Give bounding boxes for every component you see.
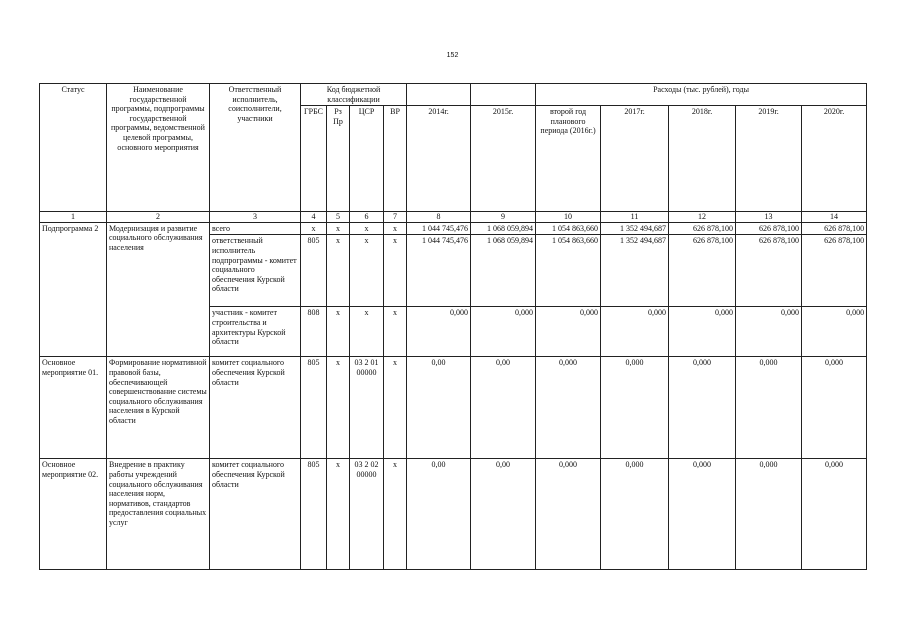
value-2015: 0,00 — [471, 459, 536, 570]
header-2016: второй год планового периода (2016г.) — [536, 106, 601, 212]
header-row-1 — [40, 84, 867, 106]
col-num: 6 — [350, 212, 384, 223]
grbs-cell: х — [301, 222, 327, 235]
header-vr: ВР — [384, 106, 407, 212]
rzpr-cell: х — [327, 235, 350, 307]
grbs-cell: 805 — [301, 235, 327, 307]
header-rzpr: Рз Пр — [327, 106, 350, 212]
col-num: 14 — [802, 212, 867, 223]
subprogram-status: Подпрограмма 2 — [40, 222, 107, 357]
col-num: 5 — [327, 212, 350, 223]
col-num: 9 — [471, 212, 536, 223]
subprogram-name: Модернизация и развитие социального обслуживания населения — [107, 222, 210, 357]
value-2019: 0,000 — [736, 307, 802, 357]
rzpr-cell: х — [327, 459, 350, 570]
value-2020: 626 878,100 — [802, 235, 867, 307]
header-name: Наименование государственной программы, подпрограммы государственной программы, ведомственной целевой программы, основного мероприятия — [107, 84, 210, 212]
rzpr-cell: х — [327, 307, 350, 357]
col-num: 2 — [107, 212, 210, 223]
measure-status: Основное мероприятие 01. — [40, 357, 107, 459]
value-2014: 1 044 745,476 — [407, 222, 471, 235]
vr-cell: х — [384, 459, 407, 570]
value-2014: 0,000 — [407, 307, 471, 357]
budget-table — [39, 83, 867, 570]
col-num: 10 — [536, 212, 601, 223]
value-2016: 0,000 — [536, 459, 601, 570]
header-status: Статус — [40, 84, 107, 212]
value-2019: 626 878,100 — [736, 222, 802, 235]
value-2019: 0,000 — [736, 459, 802, 570]
table-row-measure-02 — [40, 459, 867, 570]
header-grbs: ГРБС — [301, 106, 327, 212]
header-blank-9 — [471, 84, 536, 106]
value-2018: 626 878,100 — [669, 222, 736, 235]
csr-cell: х — [350, 235, 384, 307]
page-number: 152 — [446, 52, 459, 59]
col-num: 13 — [736, 212, 802, 223]
value-2017: 0,000 — [601, 357, 669, 459]
col-num: 4 — [301, 212, 327, 223]
grbs-cell: 808 — [301, 307, 327, 357]
header-2014: 2014г. — [407, 106, 471, 212]
vr-cell: х — [384, 307, 407, 357]
value-2017: 0,000 — [601, 307, 669, 357]
value-2016: 1 054 863,660 — [536, 222, 601, 235]
header-2015: 2015г. — [471, 106, 536, 212]
value-2020: 0,000 — [802, 357, 867, 459]
grbs-cell: 805 — [301, 357, 327, 459]
col-num: 3 — [210, 212, 301, 223]
value-2019: 626 878,100 — [736, 235, 802, 307]
value-2018: 0,000 — [669, 357, 736, 459]
col-num: 11 — [601, 212, 669, 223]
value-2016: 0,000 — [536, 357, 601, 459]
csr-cell: х — [350, 307, 384, 357]
csr-cell: 03 2 02 00000 — [350, 459, 384, 570]
col-num: 1 — [40, 212, 107, 223]
value-2020: 0,000 — [802, 459, 867, 570]
value-2016: 0,000 — [536, 307, 601, 357]
header-csr: ЦСР — [350, 106, 384, 212]
col-num: 8 — [407, 212, 471, 223]
header-blank-8 — [407, 84, 471, 106]
value-2015: 0,00 — [471, 357, 536, 459]
executor-cell: комитет социального обеспечения Курской области — [210, 459, 301, 570]
value-2020: 0,000 — [802, 307, 867, 357]
vr-cell: х — [384, 222, 407, 235]
grbs-cell: 805 — [301, 459, 327, 570]
csr-cell: х — [350, 222, 384, 235]
value-2018: 0,000 — [669, 459, 736, 570]
value-2017: 1 352 494,687 — [601, 235, 669, 307]
header-expenses: Расходы (тыс. рублей), годы — [536, 84, 867, 106]
value-2014: 1 044 745,476 — [407, 235, 471, 307]
value-2019: 0,000 — [736, 357, 802, 459]
vr-cell: х — [384, 235, 407, 307]
header-2018: 2018г. — [669, 106, 736, 212]
table-row-measure-01 — [40, 357, 867, 459]
header-2017: 2017г. — [601, 106, 669, 212]
table-row-sub-total — [40, 222, 867, 235]
value-2020: 626 878,100 — [802, 222, 867, 235]
header-executor: Ответственный исполнитель, соисполнители, участники — [210, 84, 301, 212]
rzpr-cell: х — [327, 357, 350, 459]
measure-name: Внедрение в практику работы учреждений социального обслуживания населения норм, нормативов, стандартов предоставления социальных услуг — [107, 459, 210, 570]
csr-cell: 03 2 01 00000 — [350, 357, 384, 459]
executor-cell: всего — [210, 222, 301, 235]
value-2014: 0,00 — [407, 357, 471, 459]
vr-cell: х — [384, 357, 407, 459]
executor-cell: участник - комитет строительства и архитектуры Курской области — [210, 307, 301, 357]
value-2015: 1 068 059,894 — [471, 222, 536, 235]
value-2017: 1 352 494,687 — [601, 222, 669, 235]
header-budget-code: Код бюджетной классификации — [301, 84, 407, 106]
measure-name: Формирование нормативной правовой базы, обеспечивающей совершенствование системы социального обслуживания населения в Курской области — [107, 357, 210, 459]
executor-cell: ответственный исполнитель подпрограммы - комитет социального обеспечения Курской области — [210, 235, 301, 307]
value-2015: 0,000 — [471, 307, 536, 357]
header-2019: 2019г. — [736, 106, 802, 212]
value-2016: 1 054 863,660 — [536, 235, 601, 307]
value-2015: 1 068 059,894 — [471, 235, 536, 307]
value-2017: 0,000 — [601, 459, 669, 570]
value-2018: 0,000 — [669, 307, 736, 357]
value-2014: 0,00 — [407, 459, 471, 570]
value-2018: 626 878,100 — [669, 235, 736, 307]
header-2020: 2020г. — [802, 106, 867, 212]
executor-cell: комитет социального обеспечения Курской области — [210, 357, 301, 459]
col-num: 12 — [669, 212, 736, 223]
col-num: 7 — [384, 212, 407, 223]
rzpr-cell: х — [327, 222, 350, 235]
measure-status: Основное мероприятие 02. — [40, 459, 107, 570]
column-number-row — [40, 212, 867, 223]
